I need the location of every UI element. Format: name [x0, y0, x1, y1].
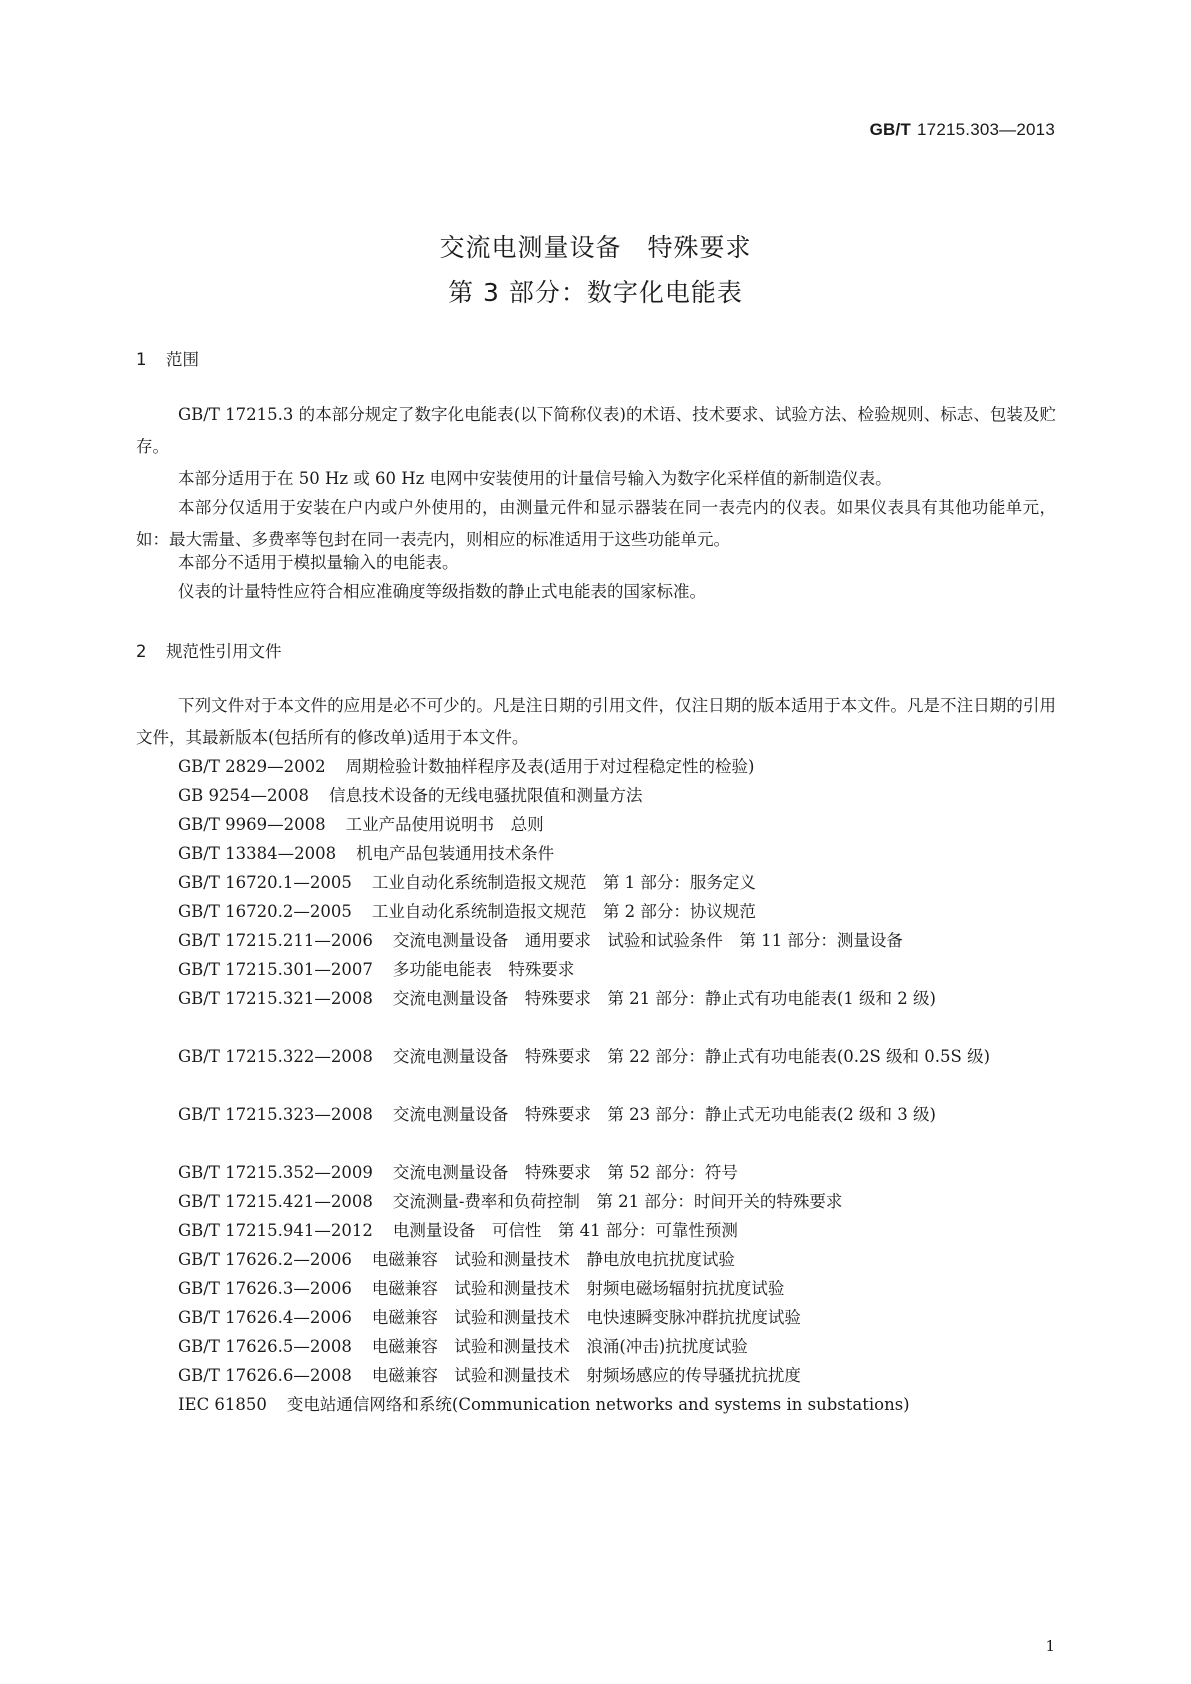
page-number: 1	[1045, 1637, 1055, 1655]
reference-code: GB/T 16720.1—2005	[178, 873, 352, 892]
section-title: 规范性引用文件	[166, 642, 282, 661]
reference-code: GB/T 17215.321—2008	[178, 989, 373, 1008]
section-heading-normative-references	[136, 638, 282, 662]
reference-item	[136, 867, 1056, 899]
reference-item	[136, 1041, 1056, 1073]
paragraph: 本部分仅适用于安装在户内或户外使用的，由测量元件和显示器装在同一表壳内的仪表。如果仪表具有其他功能单元，如：最大需量、多费率等包封在同一表壳内，则相应的标准适用于这些功能单元。	[136, 498, 1056, 549]
reference-code: GB/T 17215.941—2012	[178, 1221, 373, 1240]
reference-code: GB/T 17626.6—2008	[178, 1366, 352, 1385]
section-title: 范围	[166, 350, 199, 369]
reference-title: 工业自动化系统制造报文规范 第 2 部分：协议规范	[371, 902, 756, 921]
reference-item	[136, 1186, 1056, 1218]
reference-item	[136, 838, 1056, 870]
paragraph: 本部分适用于在 50 Hz 或 60 Hz 电网中安装使用的计量信号输入为数字化采样值的新制造仪表。	[178, 469, 892, 488]
standard-prefix: GB/T	[869, 120, 912, 139]
reference-code: GB/T 13384—2008	[178, 844, 337, 863]
reference-code: GB/T 2829—2002	[178, 757, 326, 776]
reference-item	[136, 1331, 1056, 1363]
reference-item	[136, 896, 1056, 928]
reference-title: 交流电测量设备 通用要求 试验和试验条件 第 11 部分：测量设备	[392, 931, 903, 950]
reference-code: GB 9254—2008	[178, 786, 310, 805]
reference-item	[136, 1360, 1056, 1392]
paragraph: GB/T 17215.3 的本部分规定了数字化电能表(以下简称仪表)的术语、技术要求、试验方法、检验规则、标志、包装及贮存。	[136, 405, 1056, 456]
reference-code: GB/T 17215.211—2006	[178, 931, 373, 950]
reference-title: 变电站通信网络和系统(Communication networks and systems in substations)	[286, 1395, 910, 1414]
reference-code: GB/T 16720.2—2005	[178, 902, 352, 921]
reference-title: 电磁兼容 试验和测量技术 电快速瞬变脉冲群抗扰度试验	[371, 1308, 801, 1327]
reference-title: 工业自动化系统制造报文规范 第 1 部分：服务定义	[371, 873, 756, 892]
reference-title: 电磁兼容 试验和测量技术 静电放电抗扰度试验	[371, 1250, 735, 1269]
reference-code: IEC 61850	[178, 1395, 267, 1414]
paragraph: 下列文件对于本文件的应用是必不可少的。凡是注日期的引用文件，仅注日期的版本适用于本文件。凡是不注日期的引用文件，其最新版本(包括所有的修改单)适用于本文件。	[136, 696, 1056, 747]
reference-code: GB/T 9969—2008	[178, 815, 326, 834]
reference-code: GB/T 17215.352—2009	[178, 1163, 373, 1182]
reference-title: 多功能电能表 特殊要求	[392, 960, 575, 979]
reference-item	[136, 954, 1056, 986]
reference-item	[136, 809, 1056, 841]
reference-code: GB/T 17215.322—2008	[178, 1047, 373, 1066]
standard-number	[870, 120, 1055, 140]
reference-title: 电磁兼容 试验和测量技术 浪涌(冲击)抗扰度试验	[371, 1337, 748, 1356]
reference-item	[136, 1099, 1056, 1131]
paragraph: 本部分不适用于模拟量输入的电能表。	[178, 553, 459, 572]
reference-title: 信息技术设备的无线电骚扰限值和测量方法	[329, 786, 643, 805]
reference-code: GB/T 17215.323—2008	[178, 1105, 373, 1124]
reference-code: GB/T 17626.4—2006	[178, 1308, 352, 1327]
paragraph: 仪表的计量特性应符合相应准确度等级指数的静止式电能表的国家标准。	[178, 582, 706, 601]
reference-title: 机电产品包装通用技术条件	[356, 844, 555, 863]
reference-item	[136, 780, 1056, 812]
reference-item	[136, 983, 1056, 1015]
reference-title: 交流电测量设备 特殊要求 第 52 部分：符号	[392, 1163, 738, 1182]
reference-item	[136, 751, 1056, 783]
document-title-line1: 交流电测量设备 特殊要求	[439, 233, 752, 262]
reference-code: GB/T 17626.3—2006	[178, 1279, 352, 1298]
reference-title: 电磁兼容 试验和测量技术 射频场感应的传导骚扰抗扰度	[371, 1366, 801, 1385]
reference-item	[136, 925, 1056, 957]
reference-code: GB/T 17215.421—2008	[178, 1192, 373, 1211]
section-number: 2	[136, 642, 147, 661]
reference-title: 交流测量-费率和负荷控制 第 21 部分：时间开关的特殊要求	[392, 1192, 843, 1211]
reference-item	[136, 1157, 1056, 1189]
reference-title: 电磁兼容 试验和测量技术 射频电磁场辐射抗扰度试验	[371, 1279, 785, 1298]
reference-title: 交流电测量设备 特殊要求 第 21 部分：静止式有功电能表(1 级和 2 级)	[392, 989, 936, 1008]
reference-title: 交流电测量设备 特殊要求 第 23 部分：静止式无功电能表(2 级和 3 级)	[392, 1105, 936, 1124]
reference-title: 周期检验计数抽样程序及表(适用于对过程稳定性的检验)	[345, 757, 755, 776]
reference-title: 电测量设备 可信性 第 41 部分：可靠性预测	[392, 1221, 738, 1240]
section-heading-scope	[136, 346, 199, 370]
document-title-line2: 第 3 部分：数字化电能表	[448, 278, 743, 307]
reference-code: GB/T 17626.2—2006	[178, 1250, 352, 1269]
reference-item	[136, 1389, 1056, 1421]
standard-code: 17215.303—2013	[917, 120, 1055, 139]
section-number: 1	[136, 350, 147, 369]
reference-item	[136, 1215, 1056, 1247]
reference-title: 工业产品使用说明书 总则	[345, 815, 544, 834]
reference-title: 交流电测量设备 特殊要求 第 22 部分：静止式有功电能表(0.2S 级和 0.5S 级)	[392, 1047, 991, 1066]
reference-code: GB/T 17626.5—2008	[178, 1337, 352, 1356]
reference-item	[136, 1302, 1056, 1334]
reference-code: GB/T 17215.301—2007	[178, 960, 373, 979]
reference-item	[136, 1273, 1056, 1305]
reference-item	[136, 1244, 1056, 1276]
